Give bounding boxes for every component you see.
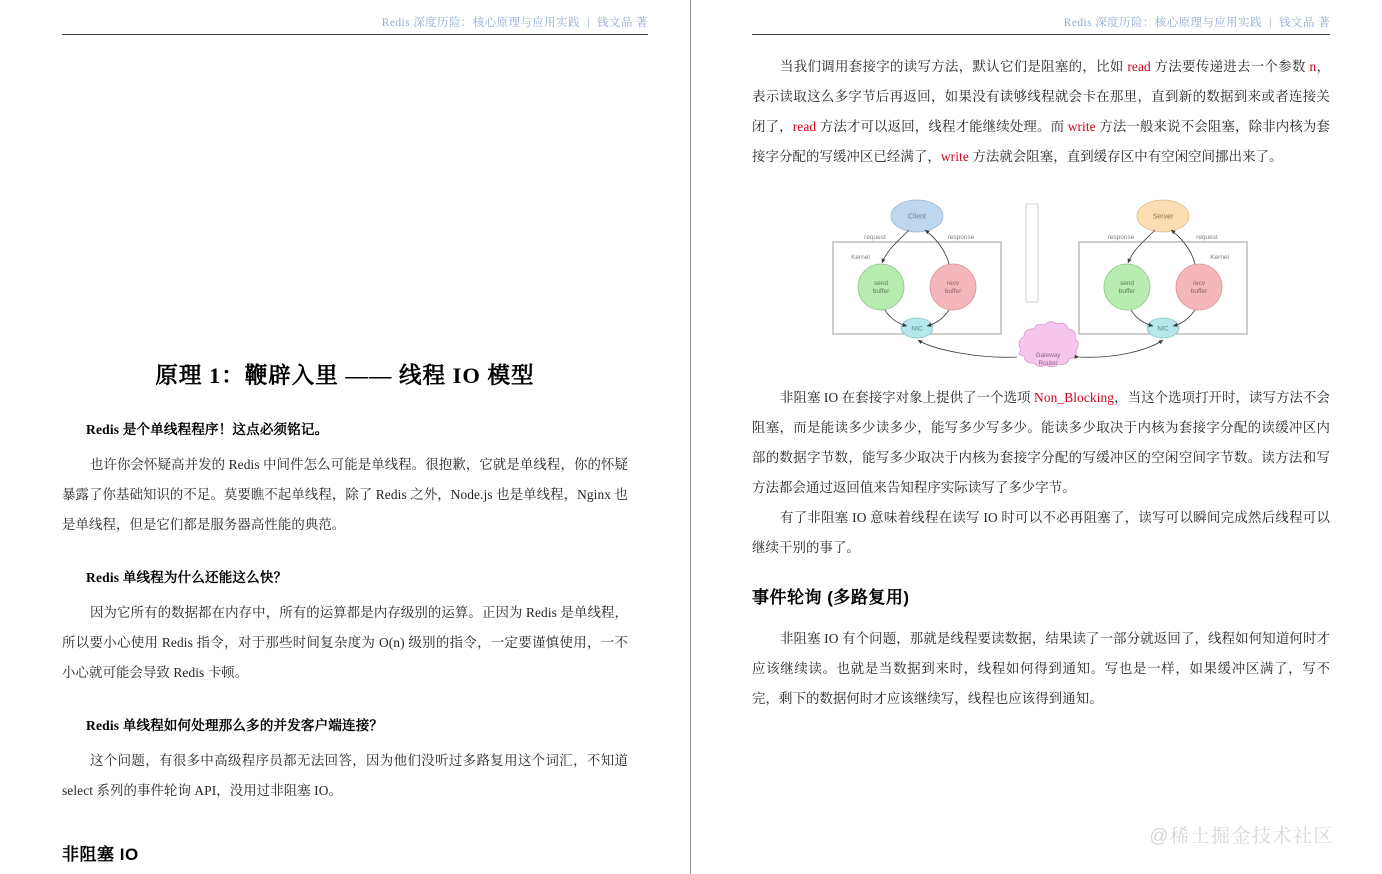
running-header-separator: | [587, 17, 590, 29]
chapter-title: 原理 1：鞭辟入里 —— 线程 IO 模型 [155, 363, 535, 388]
request-label-right: request [1196, 234, 1218, 241]
keyword-token: n [1309, 59, 1317, 74]
running-header-title: 深度历险：核心原理与应用实践 [413, 17, 580, 29]
running-header-author: 钱文品 著 [597, 17, 648, 29]
text-run: 方法要传递进去一个参数 [1150, 59, 1310, 74]
kernel-label-left: Kernel [851, 254, 870, 261]
recv-buffer-label-right-2: buffer [1190, 288, 1208, 295]
subheading-concurrent-clients: Redis 单线程如何处理那么多的并发客户端连接？ [86, 717, 384, 733]
nic-label-right: NIC [1157, 325, 1169, 333]
recv-buffer-label-right-1: recv [1192, 280, 1206, 287]
figure-divider-bar [1026, 204, 1038, 302]
running-header-title-right: 深度历险：核心原理与应用实践 [1095, 17, 1262, 29]
keyword-token: Non_Blocking [1034, 390, 1115, 405]
nic-label-left: NIC [911, 325, 923, 333]
paragraph-blocking-io [752, 52, 1330, 172]
text-run: ，表示读取这么多字节后再返回，如果没有读够线程就会卡在那里，直到新的数据到来或者连接关闭了， [752, 59, 1330, 134]
kernel-label-right: Kernel [1210, 254, 1229, 261]
running-header-author-right: 钱文品 著 [1279, 17, 1330, 29]
text-run: 当我们调用套接字的读写方法，默认它们是阻塞的，比如 [780, 59, 1128, 74]
right-page [690, 0, 1382, 874]
keyword-token: read [792, 119, 817, 134]
paragraph-nonblocking-benefit: 有了非阻塞 IO 意味着线程在读写 IO 时可以不必再阻塞了，读写可以瞬间完成然后线程可以继续干别的事了。 [752, 510, 1330, 555]
running-header-brand: Redis [381, 17, 410, 29]
text-run: 方法一般来说不会阻塞，除非内核为套接字分配的写缓冲区已经满了， [752, 119, 1330, 164]
section-heading-nonblocking-io: 非阻塞 IO [62, 844, 139, 864]
paragraph-nonblocking-option [752, 383, 1330, 503]
send-buffer-label-left-2: buffer [872, 288, 890, 295]
send-buffer-label-left-1: send [873, 280, 889, 287]
running-header-brand-right: Redis [1063, 17, 1092, 29]
text-run: 非阻塞 IO 在套接字对象上提供了一个选项 [780, 390, 1035, 405]
running-header-right [752, 16, 1330, 42]
paragraph-event-polling-problem: 非阻塞 IO 有个问题，那就是线程要读数据，结果读了一部分就返回了，线程如何知道何时才应该继续读。也就是当数据到来时，线程如何得到通知。写也是一样，如果缓冲区满了，写不完，剩下的数据何时才应该继续写，线程也应该得到通知。 [752, 631, 1330, 706]
subheading-redis-single-thread: Redis 是个单线程程序！这点必须铭记。 [86, 421, 329, 437]
recv-buffer-label-left-2: buffer [944, 288, 962, 295]
keyword-token: write [1067, 119, 1096, 134]
gateway-label-2: Router [1038, 360, 1058, 367]
text-run: ，当这个选项打开时，读写方法不会阻塞，而是能读多少读多少，能写多少写多少。能读多少取决于内核为套接字分配的读缓冲区内部的数据字节数，能写多少取决于内核为套接字分配的写缓冲区的空闲空间字节数。读方法和写方法都会通过返回值来告知程序实际读写了多少字节。 [752, 390, 1330, 495]
watermark: @稀土掘金技术社区 [1149, 826, 1334, 847]
gateway-router-node [1019, 322, 1078, 367]
send-buffer-label-right-1: send [1119, 280, 1135, 287]
running-header-rule-right [752, 34, 1330, 35]
text-run: 方法才可以返回，线程才能继续处理。而 [816, 119, 1068, 134]
page-spine-divider [690, 0, 691, 874]
client-label: Client [908, 213, 926, 221]
running-header-rule [62, 34, 648, 35]
subheading-why-fast: Redis 单线程为什么还能这么快？ [86, 569, 288, 585]
section-heading-event-polling: 事件轮询 (多路复用) [752, 588, 910, 607]
running-header-left [62, 16, 648, 42]
server-label: Server [1152, 213, 1174, 221]
gateway-label-1: Gateway [1035, 352, 1061, 359]
running-header-text-right [752, 16, 1330, 30]
keyword-token: write [940, 149, 969, 164]
recv-buffer-label-left-1: recv [946, 280, 960, 287]
left-page [0, 0, 690, 874]
paragraph-concurrent-clients: 这个问题，有很多中高级程序员都无法回答，因为他们没听过多路复用这个词汇，不知道 select 系列的事件轮询 API，没用过非阻塞 IO。 [62, 752, 628, 798]
keyword-token: read [1127, 59, 1151, 74]
left-page-body [62, 360, 628, 865]
text-run: 方法就会阻塞，直到缓存区中有空闲空间挪出来了。 [968, 149, 1283, 164]
paragraph-why-fast: 因为它所有的数据都在内存中，所有的运算都是内存级别的运算。正因为 Redis 是单线程，所以要小心使用 Redis 指令，对于那些时间复杂度为 O(n) 级别的指令，一定要谨慎使用，一不小心就可能会导致 Redis 卡顿。 [62, 604, 628, 680]
right-page-body [752, 52, 1330, 714]
response-label-left: response [947, 234, 975, 241]
running-header-separator-right: | [1269, 17, 1272, 29]
figure-socket-io-diagram [752, 194, 1330, 369]
running-header-text [62, 16, 648, 30]
response-label-right: response [1107, 234, 1135, 241]
send-buffer-label-right-2: buffer [1118, 288, 1136, 295]
socket-io-svg [821, 194, 1261, 369]
request-label-left: request [864, 234, 886, 241]
paragraph-single-thread: 也许你会怀疑高并发的 Redis 中间件怎么可能是单线程。很抱歉，它就是单线程，你的怀疑暴露了你基础知识的不足。莫要瞧不起单线程，除了 Redis 之外，Node.js 也是单线程，Nginx 也是单线程，但是它们都是服务器高性能的典范。 [62, 456, 628, 532]
